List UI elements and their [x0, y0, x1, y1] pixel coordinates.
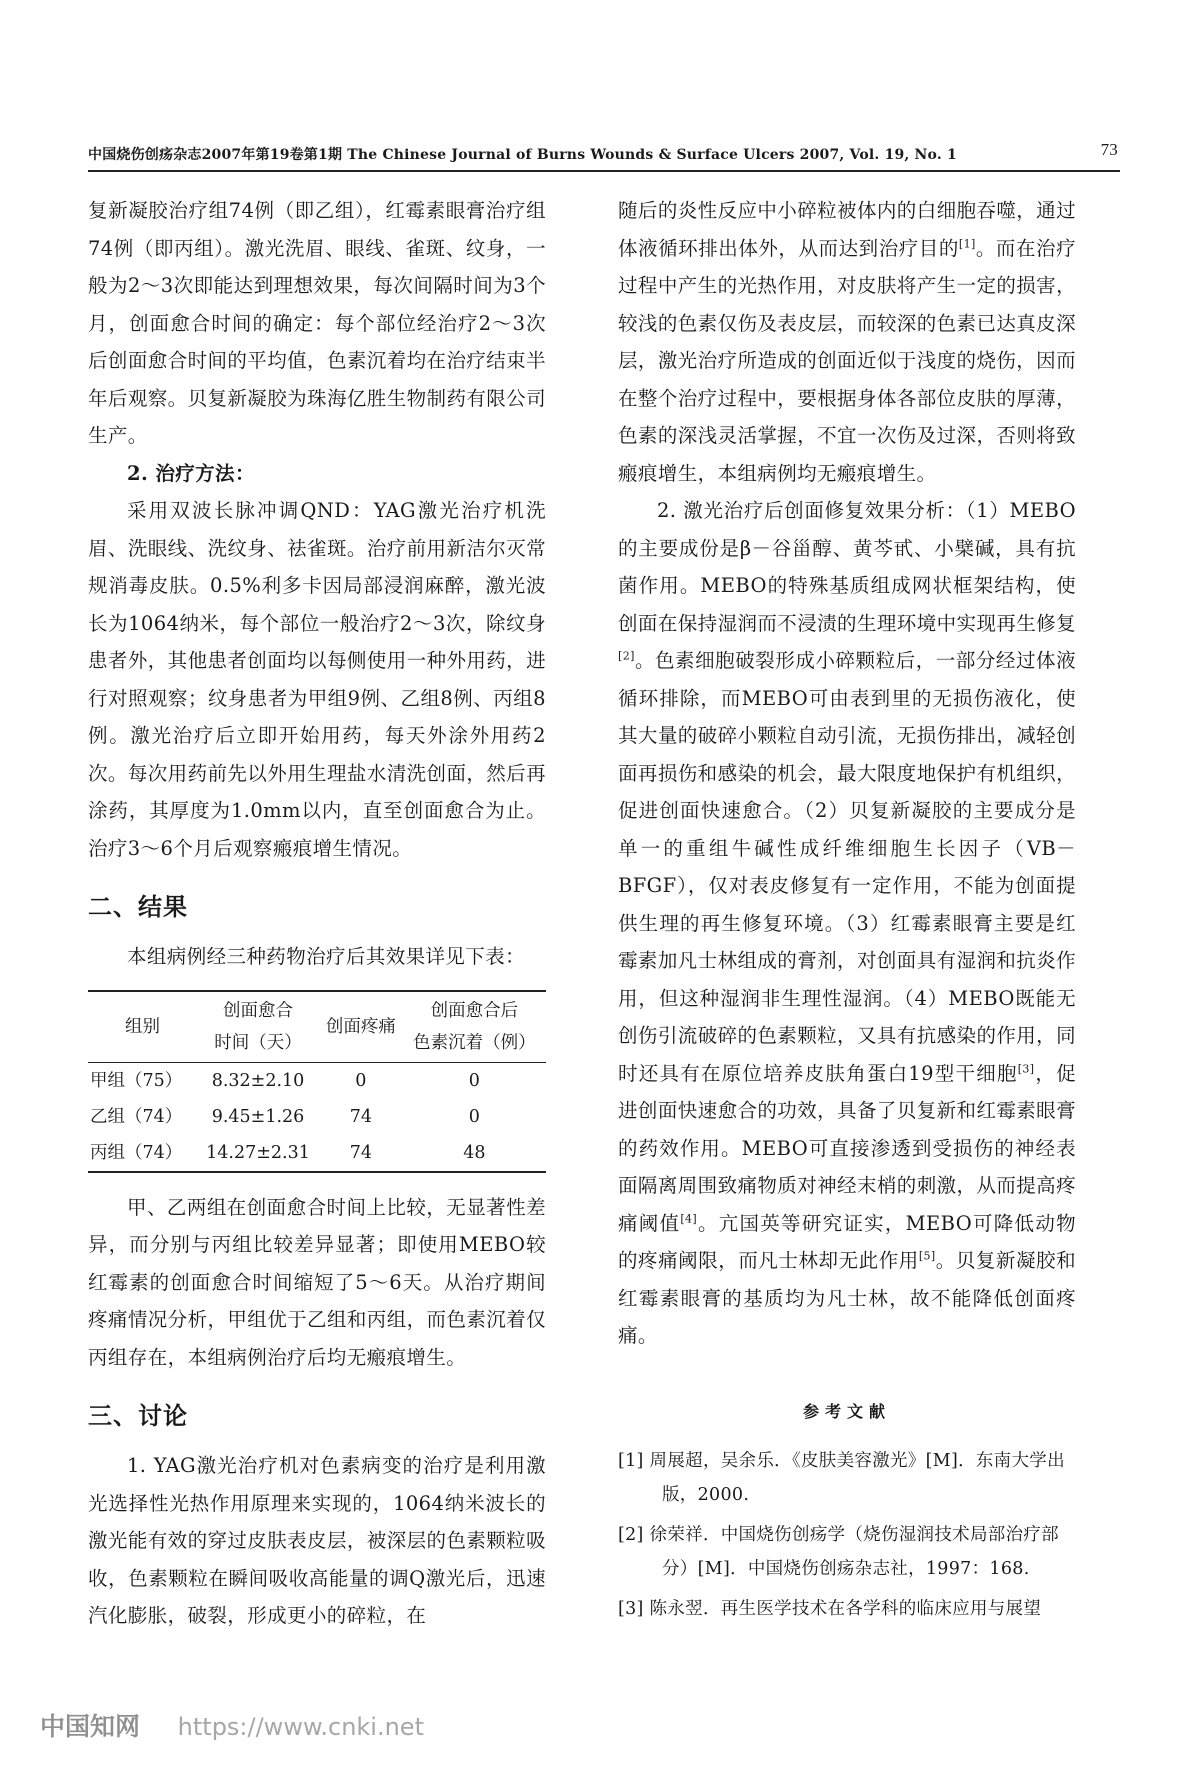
right-column	[618, 192, 1076, 1632]
header-rule	[88, 170, 1120, 172]
header-pigmentation-line2: 色素沉着（例）	[413, 1032, 536, 1053]
header-pain: 创面疼痛	[325, 1016, 396, 1037]
text-segment: 随后的炎性反应中小碎粒被体内的白细胞吞噬，通过体液循环排出体外，从而达到治疗目的	[618, 199, 1076, 260]
header-healing-time	[197, 991, 319, 1063]
cell-group: 甲组（75）	[90, 1070, 183, 1091]
text-segment: 。亢国英等研究证实，MEBO可降低动物的疼痛阈限，而凡士林却无此作用	[618, 1211, 1076, 1272]
cell-pain: 74	[349, 1106, 372, 1127]
cell-healing: 9.45±1.26	[211, 1106, 305, 1127]
citation-3: [3]	[1017, 1062, 1035, 1075]
references-title: 参考文献	[802, 1401, 891, 1421]
text-segment: 。贝复新凝胶和红霉素眼膏的基质均为凡士林，故不能降低创面疼痛。	[618, 1249, 1076, 1347]
paragraph-method: 采用双波长脉冲调QND：YAG激光治疗机洗眉、洗眼线、洗纹身、祛雀斑。治疗前用新洁尔灭常规消毒皮肤。0.5%利多卡因局部浸润麻醉，激光波长为1064纳米，每个部位一般治疗2～3次，除纹身患者外，其他患者创面均以每侧使用一种外用药，进行对照观察；纹身患者为甲组9例、乙组8例、丙组8例。激光治疗后立即开始用药，每天外涂外用药2次。每次用药前先以外用生理盐水清洗创面，然后再涂药，其厚度为1.0mm以内，直至创面愈合为止。治疗3～6个月后观察瘢痕增生情况。	[88, 499, 546, 860]
reference-item: [3] 陈永翌．再生医学技术在各学科的临床应用与展望	[618, 1598, 1042, 1619]
cell-group: 丙组（74）	[90, 1142, 183, 1163]
paragraph-discussion-2	[618, 492, 1076, 1355]
citation-4: [4]	[680, 1212, 698, 1225]
running-header	[88, 140, 1118, 170]
paragraph-discussion-1: 1. YAG激光治疗机对色素病变的治疗是利用激光选择性光热作用原理来实现的，1064纳米波长的激光能有效的穿过皮肤表皮层，被深层的色素颗粒吸收，色素颗粒在瞬间吸收高能量的调Q激光后，迅速汽化膨胀，破裂，形成更小的碎粒，在	[88, 1454, 546, 1627]
text-segment: 2. 激光治疗后创面修复效果分析：（1）MEBO的主要成份是β－谷甾醇、黄芩甙、小檗碱，具有抗菌作用。MEBO的特殊基质组成网状框架结构，使创面在保持湿润而不浸渍的生理环境中实现再生修复	[618, 499, 1076, 635]
cell-pigmentation: 48	[463, 1142, 486, 1163]
citation-5: [5]	[918, 1249, 936, 1263]
watermark-footer	[40, 1707, 424, 1747]
cell-pain: 0	[355, 1070, 367, 1091]
results-intro: 本组病例经三种药物治疗后其效果详见下表：	[127, 945, 526, 968]
text-segment: 。色素细胞破裂形成小碎颗粒后，一部分经过体液循环排除，而MEBO可由表到里的无损伤液化，使其大量的破碎小颗粒自动引流，无损伤排出，减轻创面再损伤和感染的机会，最大限度地保护有机组织，促进创面快速愈合。（2）贝复新凝胶的主要成分是单一的重组牛碱性成纤维细胞生长因子（VB－BFGF），仅对表皮修复有一定作用，不能为创面提供生理的再生修复环境。（3）红霉素眼膏主要是红霉素加凡士林组成的膏剂，对创面具有湿润和抗炎作用，但这种湿润非生理性湿润。（4）MEBO既能无创伤引流破碎的色素颗粒，又具有抗感染的作用，同时还具有在原位培养皮肤角蛋白19型干细胞	[618, 649, 1076, 1085]
cell-pigmentation: 0	[468, 1106, 480, 1127]
header-pigmentation	[403, 991, 546, 1063]
cnki-url: https://www.cnki.net	[177, 1713, 424, 1741]
cell-pain: 74	[349, 1142, 372, 1163]
table-row	[88, 1062, 546, 1099]
paragraph-continuation	[618, 192, 1076, 492]
results-title: 二、结果	[88, 893, 188, 921]
page-number: 73	[1100, 140, 1118, 159]
table-row	[88, 1099, 546, 1135]
header-healing-line2: 时间（天）	[214, 1032, 302, 1053]
results-table	[88, 990, 546, 1173]
citation-1: [1]	[958, 237, 976, 250]
cell-healing: 14.27±2.31	[206, 1142, 310, 1163]
header-healing-line1: 创面愈合	[222, 1000, 293, 1021]
discussion-title: 三、讨论	[88, 1402, 188, 1430]
table-header-row	[88, 991, 546, 1063]
cell-healing: 8.32±2.10	[211, 1070, 305, 1091]
text-segment: 。而在治疗过程中产生的光热作用，对皮肤将产生一定的损害，较浅的色素仅伤及表皮层，而较深的色素已达真皮深层，激光治疗所造成的创面近似于浅度的烧伤，因而在整个治疗过程中，要根据身体各部位皮肤的厚薄，色素的深浅灵活掌握，不宜一次伤及过深，否则将致瘢痕增生，本组病例均无瘢痕增生。	[618, 236, 1076, 485]
header-pigmentation-line1: 创面愈合后	[430, 1000, 519, 1021]
header-group: 组别	[125, 1016, 160, 1037]
left-column	[88, 192, 546, 1635]
method-heading: 2. 治疗方法：	[127, 461, 255, 485]
cell-group: 乙组（74）	[90, 1106, 183, 1127]
table-row	[88, 1135, 546, 1172]
reference-item: [2] 徐荣祥．中国烧伤创疡学（烧伤湿润技术局部治疗部分）[M]．中国烧伤创疡杂志社，1997：168.	[618, 1524, 1059, 1579]
citation-2: [2]	[618, 649, 635, 663]
cnki-logo: 中国知网	[40, 1712, 141, 1741]
paragraph-groups: 复新凝胶治疗组74例（即乙组），红霉素眼膏治疗组74例（即丙组）。激光洗眉、眼线、雀斑、纹身，一般为2～3次即能达到理想效果，每次间隔时间为3个月，创面愈合时间的确定：每个部位经治疗2～3次后创面愈合时间的平均值，色素沉着均在治疗结束半年后观察。贝复新凝胶为珠海亿胜生物制药有限公司生产。	[88, 199, 546, 447]
cell-pigmentation: 0	[468, 1070, 480, 1091]
journal-title: 中国烧伤创疡杂志2007年第19卷第1期 The Chinese Journal of Burns Wounds & Surface Ulcers 2007, Vol. 19, No. 1	[88, 147, 957, 163]
paragraph-comparison: 甲、乙两组在创面愈合时间上比较，无显著性差异，而分别与丙组比较差异显著；即使用MEBO较红霉素的创面愈合时间缩短了5～6天。从治疗期间疼痛情况分析，甲组优于乙组和丙组，而色素沉着仅丙组存在，本组病例治疗后均无瘢痕增生。	[88, 1195, 546, 1369]
reference-item: [1] 周展超，吴余乐．《皮肤美容激光》[M]．东南大学出版，2000.	[618, 1450, 1065, 1505]
text-segment: ，促进创面快速愈合的功效，具备了贝复新和红霉素眼膏的药效作用。MEBO可直接渗透到受损伤的神经表面隔离周围致痛物质对神经末梢的刺激，从而提高疼痛阈值	[618, 1061, 1076, 1235]
